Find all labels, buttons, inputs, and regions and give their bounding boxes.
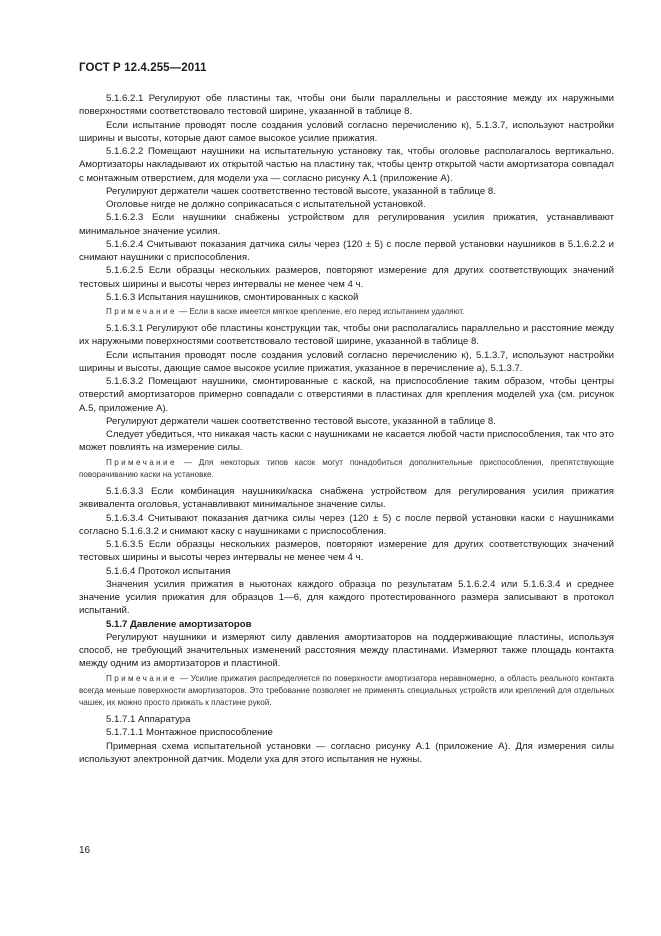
paragraph: 5.1.6.3.4 Считывают показания датчика силы через (120 ± 5) с после первой установки каски с наушниками согласно 5.1.6.3.2 и снимают каску с наушниками с приспособления. (79, 512, 614, 537)
paragraph: 5.1.6.3.2 Помещают наушники, смонтированные с каской, на приспособление таким образом, чтобы центры отверстий амортизаторов примерно совпадали с отверстиями в пластинах для крепления моделей уха (см. рисунок А.5, приложение А). (79, 376, 614, 414)
note-text: — Если в каске имеется мягкое крепление, его перед испытанием удаляют. (176, 307, 465, 316)
subsection-title: 5.1.6.4 Протокол испытания (106, 565, 231, 577)
paragraph: 5.1.6.2.5 Если образцы нескольких размеров, повторяют измерение для других соответствующих значений тестовых ширины и высоты через интервалы не менее чем 4 ч. (79, 265, 614, 290)
paragraph: Если испытания проводят после создания условий согласно перечислению к), 5.1.3.7, используют настройки ширины и высоты, дающие самое высокое усилие прижатия, указанное в перечисление а), 5.1.3.7. (79, 349, 614, 374)
paragraph: Значения усилия прижатия в ньютонах каждого образца по результатам 5.1.6.2.4 или 5.1.6.3.4 и среднее значение усилия прижатия для образцов 1—6, для каждого протестированного размера записывают в протокол испытаний. (79, 578, 614, 617)
page-number: 16 (79, 845, 91, 856)
note-label: Примечание (106, 673, 177, 683)
note-text: — Для некоторых типов касок могут понадобиться дополнительные приспособления, препятствующие поворачиванию каски на установке. (79, 457, 614, 479)
paragraph: Если испытание проводят после создания условий согласно перечислению к), 5.1.3.7, используют настройки ширины и высоты, которые дают самое высокое усилие прижатия. (79, 119, 614, 144)
note (79, 673, 614, 710)
paragraph: Регулируют держатели чашек соответственно тестовой высоте, указанной в таблице 8. (106, 415, 496, 427)
paragraph: 5.1.6.2.3 Если наушники снабжены устройством для регулирования усилия прижатия, устанавливают минимальное значение усилия. (79, 212, 614, 237)
paragraph: 5.1.6.3.3 Если комбинация наушники/каска снабжена устройством для регулирования усилия прижатия эквивалента оголовья, устанавливают минимальное значение силы. (79, 486, 614, 511)
paragraph: Следует убедиться, что никакая часть каски с наушниками не касается любой части приспособления, так что это может повлиять на измерение силы. (79, 429, 614, 454)
paragraph: Регулируют наушники и измеряют силу давления амортизаторов на поддерживающие пластины, используя способ, не требующий значительных изменений расстояния между пластинами. Измеряют также площадь контакта между одним из амортизаторов и пластиной. (79, 631, 614, 670)
paragraph: 5.1.6.2.1 Регулируют обе пластины так, чтобы они были параллельны и расстояние между их наружными поверхностями соответствовало тестовой ширине, указанной в таблице 8. (79, 93, 614, 118)
paragraph: Регулируют держатели чашек соответственно тестовой высоте, указанной в таблице 8. (106, 185, 496, 197)
document-code-header: ГОСТ Р 12.4.255—2011 (79, 62, 207, 74)
paragraph: 5.1.6.3.1 Регулируют обе пластины конструкции так, чтобы они располагались параллельно и расстояние между их наружными поверхностями соответствовало тестовой ширине, указанной в таблице 8. (79, 323, 614, 348)
note-text: — Усилие прижатия распределяется по поверхности амортизатора неравномерно, а область реального контакта всегда меньше поверхности амортизаторов. Это требование позволяет не применять специальных устройств или креплений для отдельных чашек, их можно просто прижать к пластине рукой. (79, 673, 614, 708)
paragraph: Примерная схема испытательной установки — согласно рисунку А.1 (приложение А). Для измерения силы используют электронной датчик. Модели уха для этого испытания не нужны. (79, 740, 614, 765)
paragraph: 5.1.6.2.2 Помещают наушники на испытательную установку так, чтобы оголовье располагалось вертикально. Амортизаторы накладывают их открытой частью на пластину так, чтобы центр открытой части амортизатора совпадал с монтажным отверстием, для модели уха — согласно рисунку А.1 (приложение А). (79, 146, 614, 184)
paragraph: 5.1.6.2.4 Считывают показания датчика силы через (120 ± 5) с после первой установки наушников в 5.1.6.2.2 и снимают наушники с приспособления. (79, 238, 614, 263)
paragraph: 5.1.6.3.5 Если образцы нескольких размеров, повторяют измерение для других соответствующих значений тестовых ширины и высоты через интервалы не менее чем 4 ч. (79, 539, 614, 564)
subsection-title: 5.1.7.1 Аппаратура (106, 714, 191, 726)
section-heading: 5.1.7 Давление амортизаторов (106, 618, 252, 630)
document-body (79, 92, 614, 766)
note (79, 306, 614, 318)
note-label: Примечание (106, 457, 177, 467)
note (79, 457, 614, 481)
paragraph: Оголовье нигде не должно соприкасаться с испытательной установкой. (106, 199, 426, 210)
note-label: Примечание (106, 307, 177, 316)
subsection-title: 5.1.6.3 Испытания наушников, смонтированных с каской (106, 291, 359, 303)
subsection-title: 5.1.7.1.1 Монтажное приспособление (106, 727, 273, 739)
